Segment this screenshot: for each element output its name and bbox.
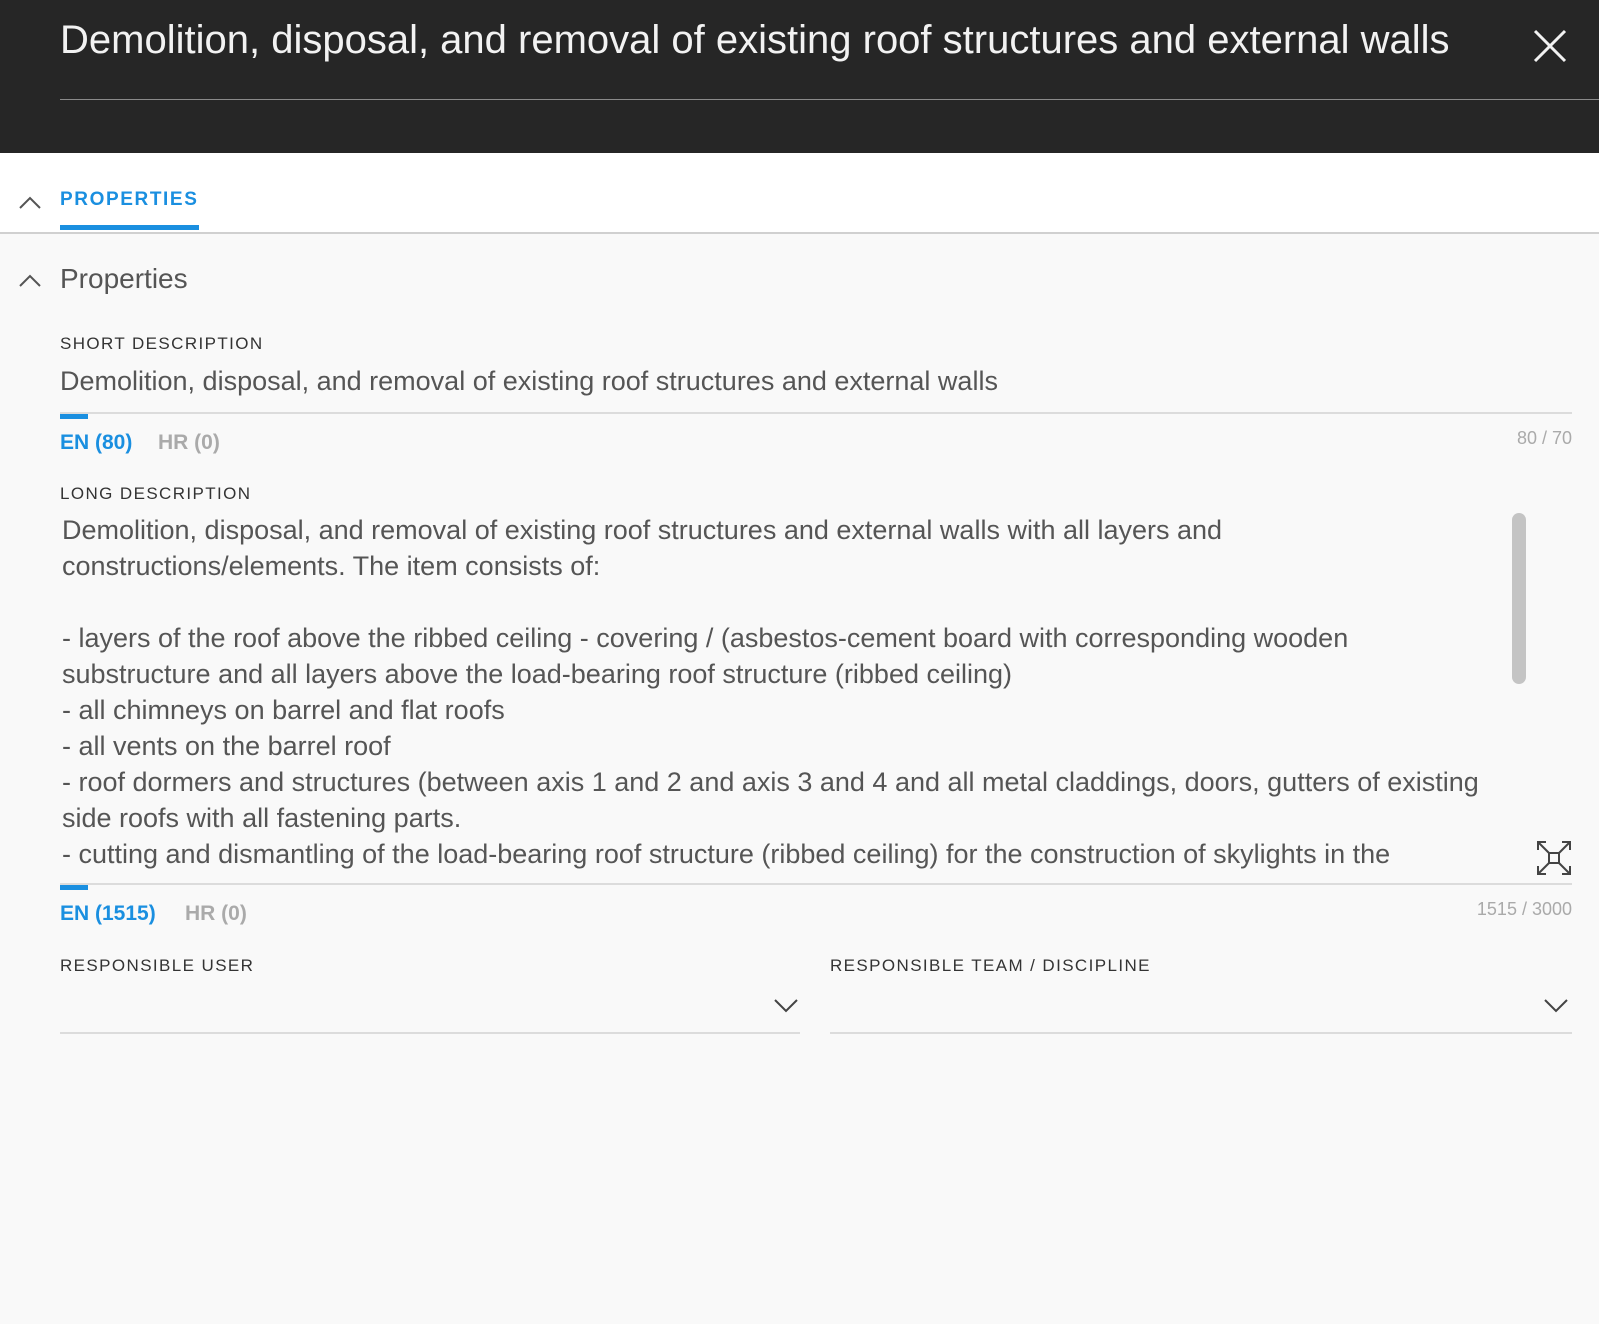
responsible-team-label: RESPONSIBLE TEAM / DISCIPLINE — [830, 956, 1151, 975]
long-description-scrollbar[interactable] — [1512, 513, 1526, 684]
tab-properties[interactable]: PROPERTIES — [60, 189, 199, 210]
close-button[interactable] — [1530, 26, 1570, 66]
chevron-down-icon — [1543, 997, 1569, 1013]
section-title: Properties — [60, 263, 188, 294]
responsible-user-select[interactable] — [60, 986, 800, 1026]
long-description-lang-en[interactable]: EN (1515) — [60, 902, 156, 925]
short-description-lang-en[interactable]: EN (80) — [60, 431, 133, 454]
short-description-label: SHORT DESCRIPTION — [60, 334, 264, 353]
long-description-textarea[interactable]: Demolition, disposal, and removal of existing roof structures and external walls with all layers and constructions/elements. The item consists of: - layers of the roof above the ribbed ceiling - covering / (asbestos-cement board with corresponding wooden substructure and all layers above the load-bearing roof structure (ribbed ceiling) - all chimneys on barrel and flat roofs - all vents on the barrel roof - roof dormers and structures (between axis 1 and 2 and axis 3 and 4 and all metal claddings, doors, gutters of existing side roofs with all fastening parts. - cutting and dismantling of the load-bearing roof structure (ribbed ceiling) for the construction of skylights in the — [62, 515, 1479, 869]
long-description-underline — [60, 883, 1572, 885]
short-description-underline — [60, 412, 1572, 414]
dialog-title: Demolition, disposal, and removal of existing roof structures and external walls — [60, 18, 1450, 62]
short-description-lang-indicator — [60, 414, 88, 419]
active-tab-indicator — [60, 225, 199, 230]
tabs-collapse-button[interactable] — [18, 194, 42, 210]
dialog-header — [0, 0, 1599, 153]
tab-bar — [0, 153, 1599, 234]
section-collapse-button[interactable] — [18, 272, 42, 288]
chevron-up-icon — [18, 272, 42, 288]
responsible-team-underline — [830, 1032, 1572, 1034]
chevron-down-icon — [773, 997, 799, 1013]
responsible-user-underline — [60, 1032, 800, 1034]
short-description-counter: 80 / 70 — [1516, 428, 1572, 448]
long-description-label: LONG DESCRIPTION — [60, 484, 252, 503]
chevron-up-icon — [18, 194, 42, 210]
responsible-user-dropdown-button[interactable] — [773, 997, 799, 1013]
responsible-team-select[interactable] — [830, 986, 1572, 1026]
expand-icon — [1536, 840, 1572, 876]
responsible-team-dropdown-button[interactable] — [1543, 997, 1569, 1013]
responsible-user-label: RESPONSIBLE USER — [60, 956, 255, 975]
long-description-lang-hr[interactable]: HR (0) — [185, 902, 247, 925]
header-divider — [60, 99, 1599, 100]
short-description-lang-hr[interactable]: HR (0) — [158, 431, 220, 454]
close-icon — [1530, 26, 1570, 66]
long-description-counter: 1515 / 3000 — [1476, 899, 1572, 919]
long-description-lang-indicator — [60, 885, 88, 890]
expand-editor-button[interactable] — [1536, 840, 1572, 876]
short-description-input[interactable]: Demolition, disposal, and removal of existing roof structures and external walls — [60, 366, 998, 396]
